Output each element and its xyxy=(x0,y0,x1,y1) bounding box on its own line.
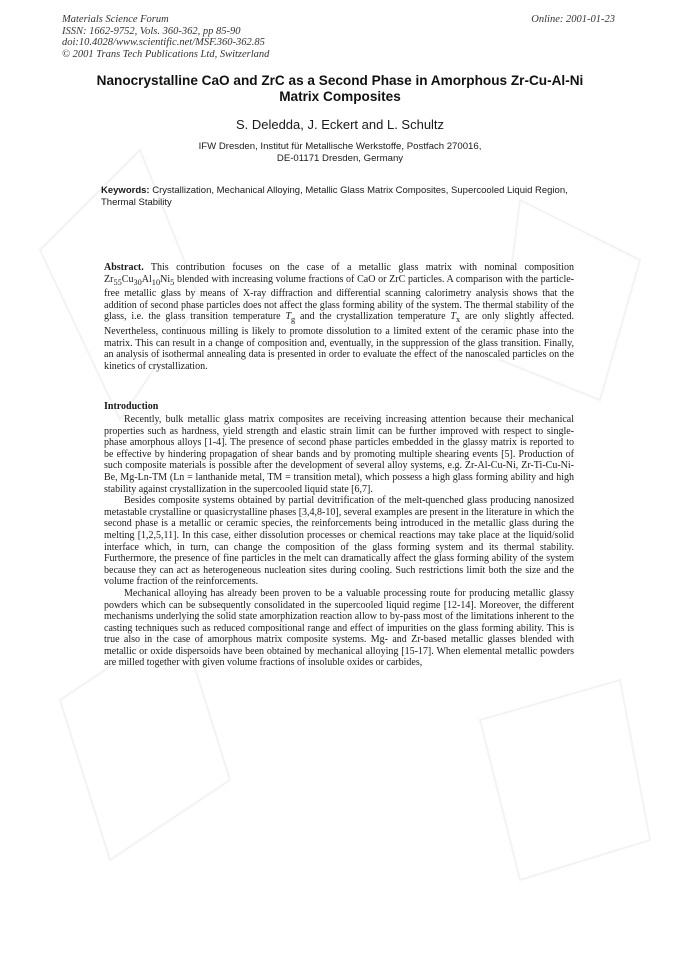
keywords-label: Keywords: xyxy=(101,185,150,196)
subscript: g xyxy=(291,315,296,325)
symbol-tg: T xyxy=(285,311,292,323)
paragraph: Mechanical alloying has already been proven to be a valuable processing route for producing metallic glassy powders which can be subsequently consolidated in the supercooled liquid regime [12-14]. Moreover, the different mechanisms underlying the solid state amorphization reaction allow to by-pass most of the limitations inherent to the casting techniques such as reduced compositional range and effect of impurities on the glass forming ability. This is true also in the case of amorphous matrix composite systems. Mg- and Zr-based metallic glasses blended with metallic or oxide dispersoids have been obtained by mechanical alloying [15-17]. When elemental metallic powders are milled together with given volume fractions of insoluble oxides or carbides, xyxy=(104,587,574,669)
paper-title: Nanocrystalline CaO and ZrC as a Second Phase in Amorphous Zr-Cu-Al-Ni Matrix Composites xyxy=(96,73,584,104)
affiliation xyxy=(100,141,580,165)
subscript: x xyxy=(455,315,461,325)
issn-line: ISSN: 1662-9752, Vols. 360-362, pp 85-90 xyxy=(62,25,241,37)
element-symbol: Al xyxy=(141,273,152,285)
subscript: 30 xyxy=(133,277,142,287)
copyright-line: © 2001 Trans Tech Publications Ltd, Switzerland xyxy=(62,48,270,60)
subscript: 5 xyxy=(170,277,175,287)
element-symbol: Cu xyxy=(121,273,134,285)
abstract xyxy=(104,262,574,372)
abstract-text-2: blended with increasing volume fractions of CaO or ZrC particles. A comparison with the particle-free metallic glass by means of X-ray diffraction and differential scanning calorimetry analysis shows that the addition of second phase particles does not affect the glass forming ability of the system. The thermal stability of the glass, i.e. the glass transition temperature xyxy=(104,273,574,323)
keywords-text: Crystallization, Mechanical Alloying, Metallic Glass Matrix Composites, Supercooled Liquid Region, Thermal Stability xyxy=(101,185,568,208)
keywords xyxy=(101,185,581,209)
introduction-heading: Introduction xyxy=(104,401,159,412)
doi-link[interactable]: doi:10.4028/www.scientific.net/MSF.360-362.85 xyxy=(62,37,265,49)
paragraph: Recently, bulk metallic glass matrix composites are receiving increasing attention because their mechanical properties such as hardness, yield strength and elastic strain limit can be further improved with respect to single-phase amorphous alloys [1-4]. The presence of second phase particles embedded in the glassy matrix is reported to be effective by hindering propagation of shear bands and by promoting multiple shearing events [5]. Production of such composite materials is possible after the development of several alloy systems, e.g. Zr-Al-Cu-Ni, Zr-Ti-Cu-Ni-Be, Mg-Ln-TM (Ln = lanthanide metal, TM = transition metal), which possess a high glass forming ability and high stability against crystallization in the supercooled liquid state [6,7]. xyxy=(104,414,574,495)
authors: S. Deledda, J. Eckert and L. Schultz xyxy=(235,117,445,132)
abstract-text-1: This contribution focuses on the case of a metallic glass matrix with nominal composition Zr xyxy=(104,262,574,285)
subscript: 10 xyxy=(151,277,161,287)
element-symbol: Ni xyxy=(160,273,171,285)
affiliation-line-1: IFW Dresden, Institut für Metallische Werkstoffe, Postfach 270016, xyxy=(198,141,482,152)
journal-info xyxy=(62,14,482,60)
abstract-text-4: are only slightly affected. Nevertheless, continuous milling is likely to promote dissolution to a limited extent of the ceramic phase into the matrix. This can result in a change of composition and, eventually, in the suppression of the glass transition. Finally, an analysis of isothermal annealing data is presented in order to evaluate the effect of the nanoscaled particles on the kinetics of crystallization. xyxy=(104,311,574,372)
abstract-label: Abstract. xyxy=(104,262,144,273)
journal-name: Materials Science Forum xyxy=(62,14,169,25)
online-date: Online: 2001-01-23 xyxy=(531,14,615,25)
subscript: 55 xyxy=(113,277,122,287)
affiliation-line-2: DE-01171 Dresden, Germany xyxy=(276,153,404,164)
introduction-section xyxy=(104,401,574,669)
paragraph: Besides composite systems obtained by partial devitrification of the melt-quenched glass producing nanosized metastable crystalline or quasicrystalline phases [3,4,8-10], several examples are present in the literature in which the second phase is a metallic or ceramic species, the reinforcements being introduced in the metallic glass during the melting [1,2,5,11]. In this case, either dissolution processes or chemical reactions may take place at the liquid/solid interface which, in turn, can change the composition of the glass forming system and its thermal stability. Furthermore, the presence of fine particles in the melt can dramatically affect the glass forming ability of the system because they can act as heterogeneous nucleation sites during cooling. Such restrictions limit both the size and the volume fraction of the reinforcements. xyxy=(104,495,574,588)
abstract-text-3: and the crystallization temperature xyxy=(295,311,451,323)
symbol-tx: T xyxy=(450,311,456,323)
